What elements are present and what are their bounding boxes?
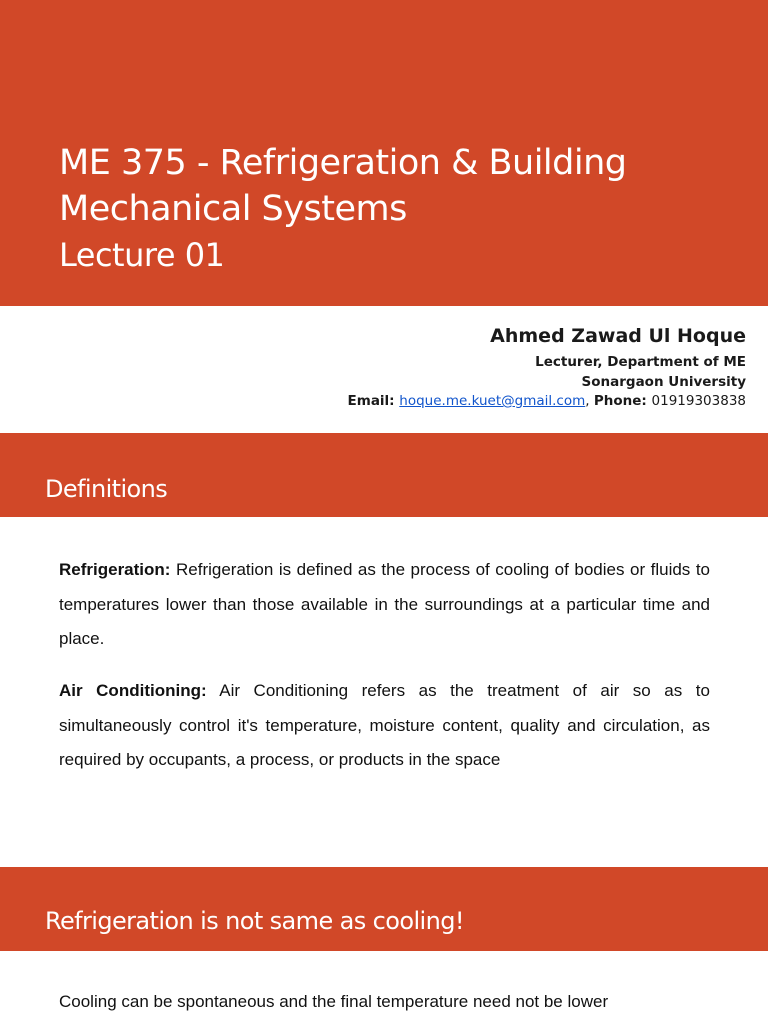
author-name: Ahmed Zawad Ul Hoque (490, 325, 746, 347)
author-position: Lecturer, Department of ME (535, 354, 746, 370)
section-header-cooling (0, 867, 768, 951)
definition-air-conditioning (59, 674, 710, 778)
course-title: ME 375 - Refrigeration & Building Mechanical Systems (59, 143, 627, 229)
contact-line (348, 392, 746, 412)
phone-label: Phone: (593, 393, 647, 409)
term-air-conditioning: Air Conditioning: (59, 681, 207, 700)
section-header-definitions (0, 433, 768, 517)
section-title-definitions: Definitions (45, 475, 168, 503)
email-label: Email: (347, 393, 395, 409)
contact-separator: , (585, 393, 594, 409)
section-title-cooling: Refrigeration is not same as cooling! (45, 907, 464, 935)
cooling-paragraph: Cooling can be spontaneous and the final temperature need not be lower (59, 992, 609, 1011)
author-university: Sonargaon University (581, 373, 746, 390)
phone-number: 01919303838 (651, 393, 746, 409)
text-air-conditioning: Air Conditioning refers as the treatment of air so as to simultaneously control it's temperature, moisture content, quality and circulation, as required by occupants, a process, or products in the space (59, 681, 710, 769)
title-banner (0, 0, 768, 306)
text-refrigeration: Refrigeration is defined as the process of cooling of bodies or fluids to temperatures lower than those available in the surroundings at a particular time and place. (59, 560, 711, 648)
author-info (348, 322, 746, 412)
email-link[interactable]: hoque.me.kuet@gmail.com (399, 393, 586, 409)
lecture-number: Lecture 01 (59, 236, 225, 274)
term-refrigeration: Refrigeration: (59, 560, 171, 579)
definition-refrigeration (59, 553, 710, 657)
